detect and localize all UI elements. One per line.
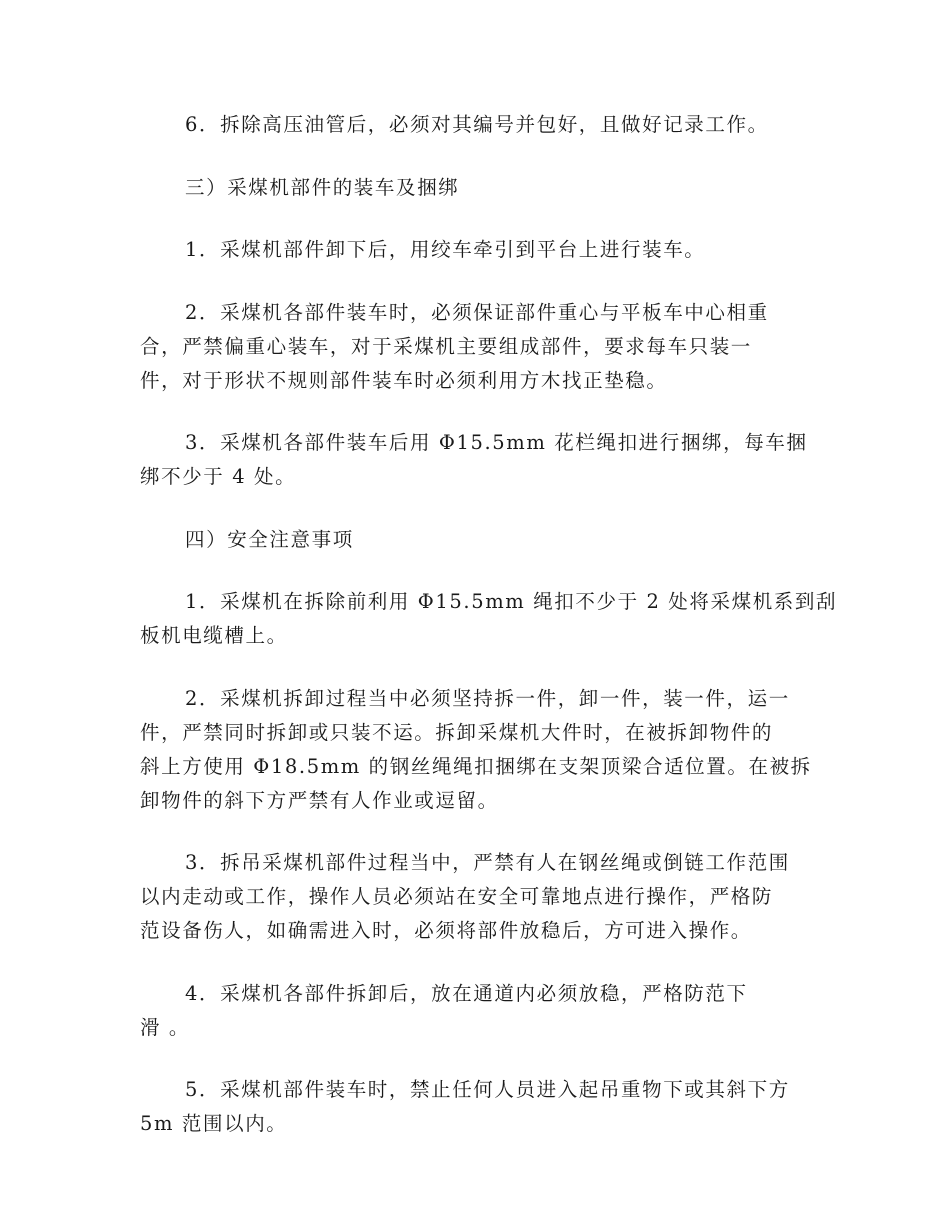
section-heading-3: 三）采煤机部件的装车及捆绑 bbox=[185, 175, 460, 199]
paragraph-item-6-oil-pipe bbox=[140, 108, 820, 142]
text-line: 1．采煤机部件卸下后，用绞车牵引到平台上进行装车。 bbox=[185, 238, 706, 261]
text-line: 4．采煤机各部件拆卸后，放在通道内必须放稳，严格防范下 bbox=[185, 981, 748, 1005]
text-line: 斜上方使用 Φ18.5mm 的钢丝绳绳扣捆绑在支架顶梁合适位置。在被拆 bbox=[140, 754, 812, 778]
section4-item-4 bbox=[140, 977, 820, 1045]
section3-item-2 bbox=[140, 296, 820, 398]
text-line: 2．采煤机各部件装车时，必须保证部件重心与平板车中心相重 bbox=[185, 300, 769, 324]
section4-item-1 bbox=[140, 585, 838, 653]
section3-item-3 bbox=[140, 426, 820, 494]
text-line: 2．采煤机拆卸过程当中必须坚持拆一件，卸一件，装一件，运一 bbox=[185, 686, 790, 710]
text-line: 5．采煤机部件装车时，禁止任何人员进入起吊重物下或其斜下方 bbox=[185, 1078, 790, 1101]
section4-item-5 bbox=[140, 1073, 820, 1141]
text-line: 3．采煤机各部件装车后用 Φ15.5mm 花栏绳扣进行捆绑，每车捆 bbox=[185, 431, 808, 454]
text-line: 范设备伤人，如确需进入时，必须将部件放稳后，方可进入操作。 bbox=[140, 919, 752, 942]
text-line: 滑 。 bbox=[140, 1015, 190, 1039]
section3-item-1 bbox=[140, 233, 820, 267]
section-heading-4: 四）安全注意事项 bbox=[185, 527, 354, 551]
text-line: 绑不少于 4 处。 bbox=[140, 465, 297, 488]
text-line: 以内走动或工作，操作人员必须站在安全可靠地点进行操作，严格防 bbox=[140, 885, 774, 908]
text-line: 卸物件的斜下方严禁有人作业或逗留。 bbox=[140, 788, 499, 812]
text-line: 1．采煤机在拆除前利用 Φ15.5mm 绳扣不少于 2 处将采煤机系到刮 bbox=[185, 590, 838, 613]
text-line: 3．拆吊采煤机部件过程当中，严禁有人在钢丝绳或倒链工作范围 bbox=[185, 851, 790, 874]
document-body bbox=[140, 108, 838, 1170]
text-line: 件，对于形状不规则部件装车时必须利用方木找正垫稳。 bbox=[140, 368, 668, 392]
text-line: 件，严禁同时拆卸或只装不运。拆卸采煤机大件时，在被拆卸物件的 bbox=[140, 720, 774, 744]
text-line: 5m 范围以内。 bbox=[140, 1112, 288, 1135]
section4-item-2 bbox=[140, 682, 820, 818]
text-line: 合，严禁偏重心装车，对于采煤机主要组成部件，要求每车只装一 bbox=[140, 334, 752, 358]
section4-item-3 bbox=[140, 846, 820, 948]
text-line: 6．拆除高压油管后，必须对其编号并包好，且做好记录工作。 bbox=[185, 113, 769, 136]
text-line: 板机电缆槽上。 bbox=[140, 624, 288, 647]
